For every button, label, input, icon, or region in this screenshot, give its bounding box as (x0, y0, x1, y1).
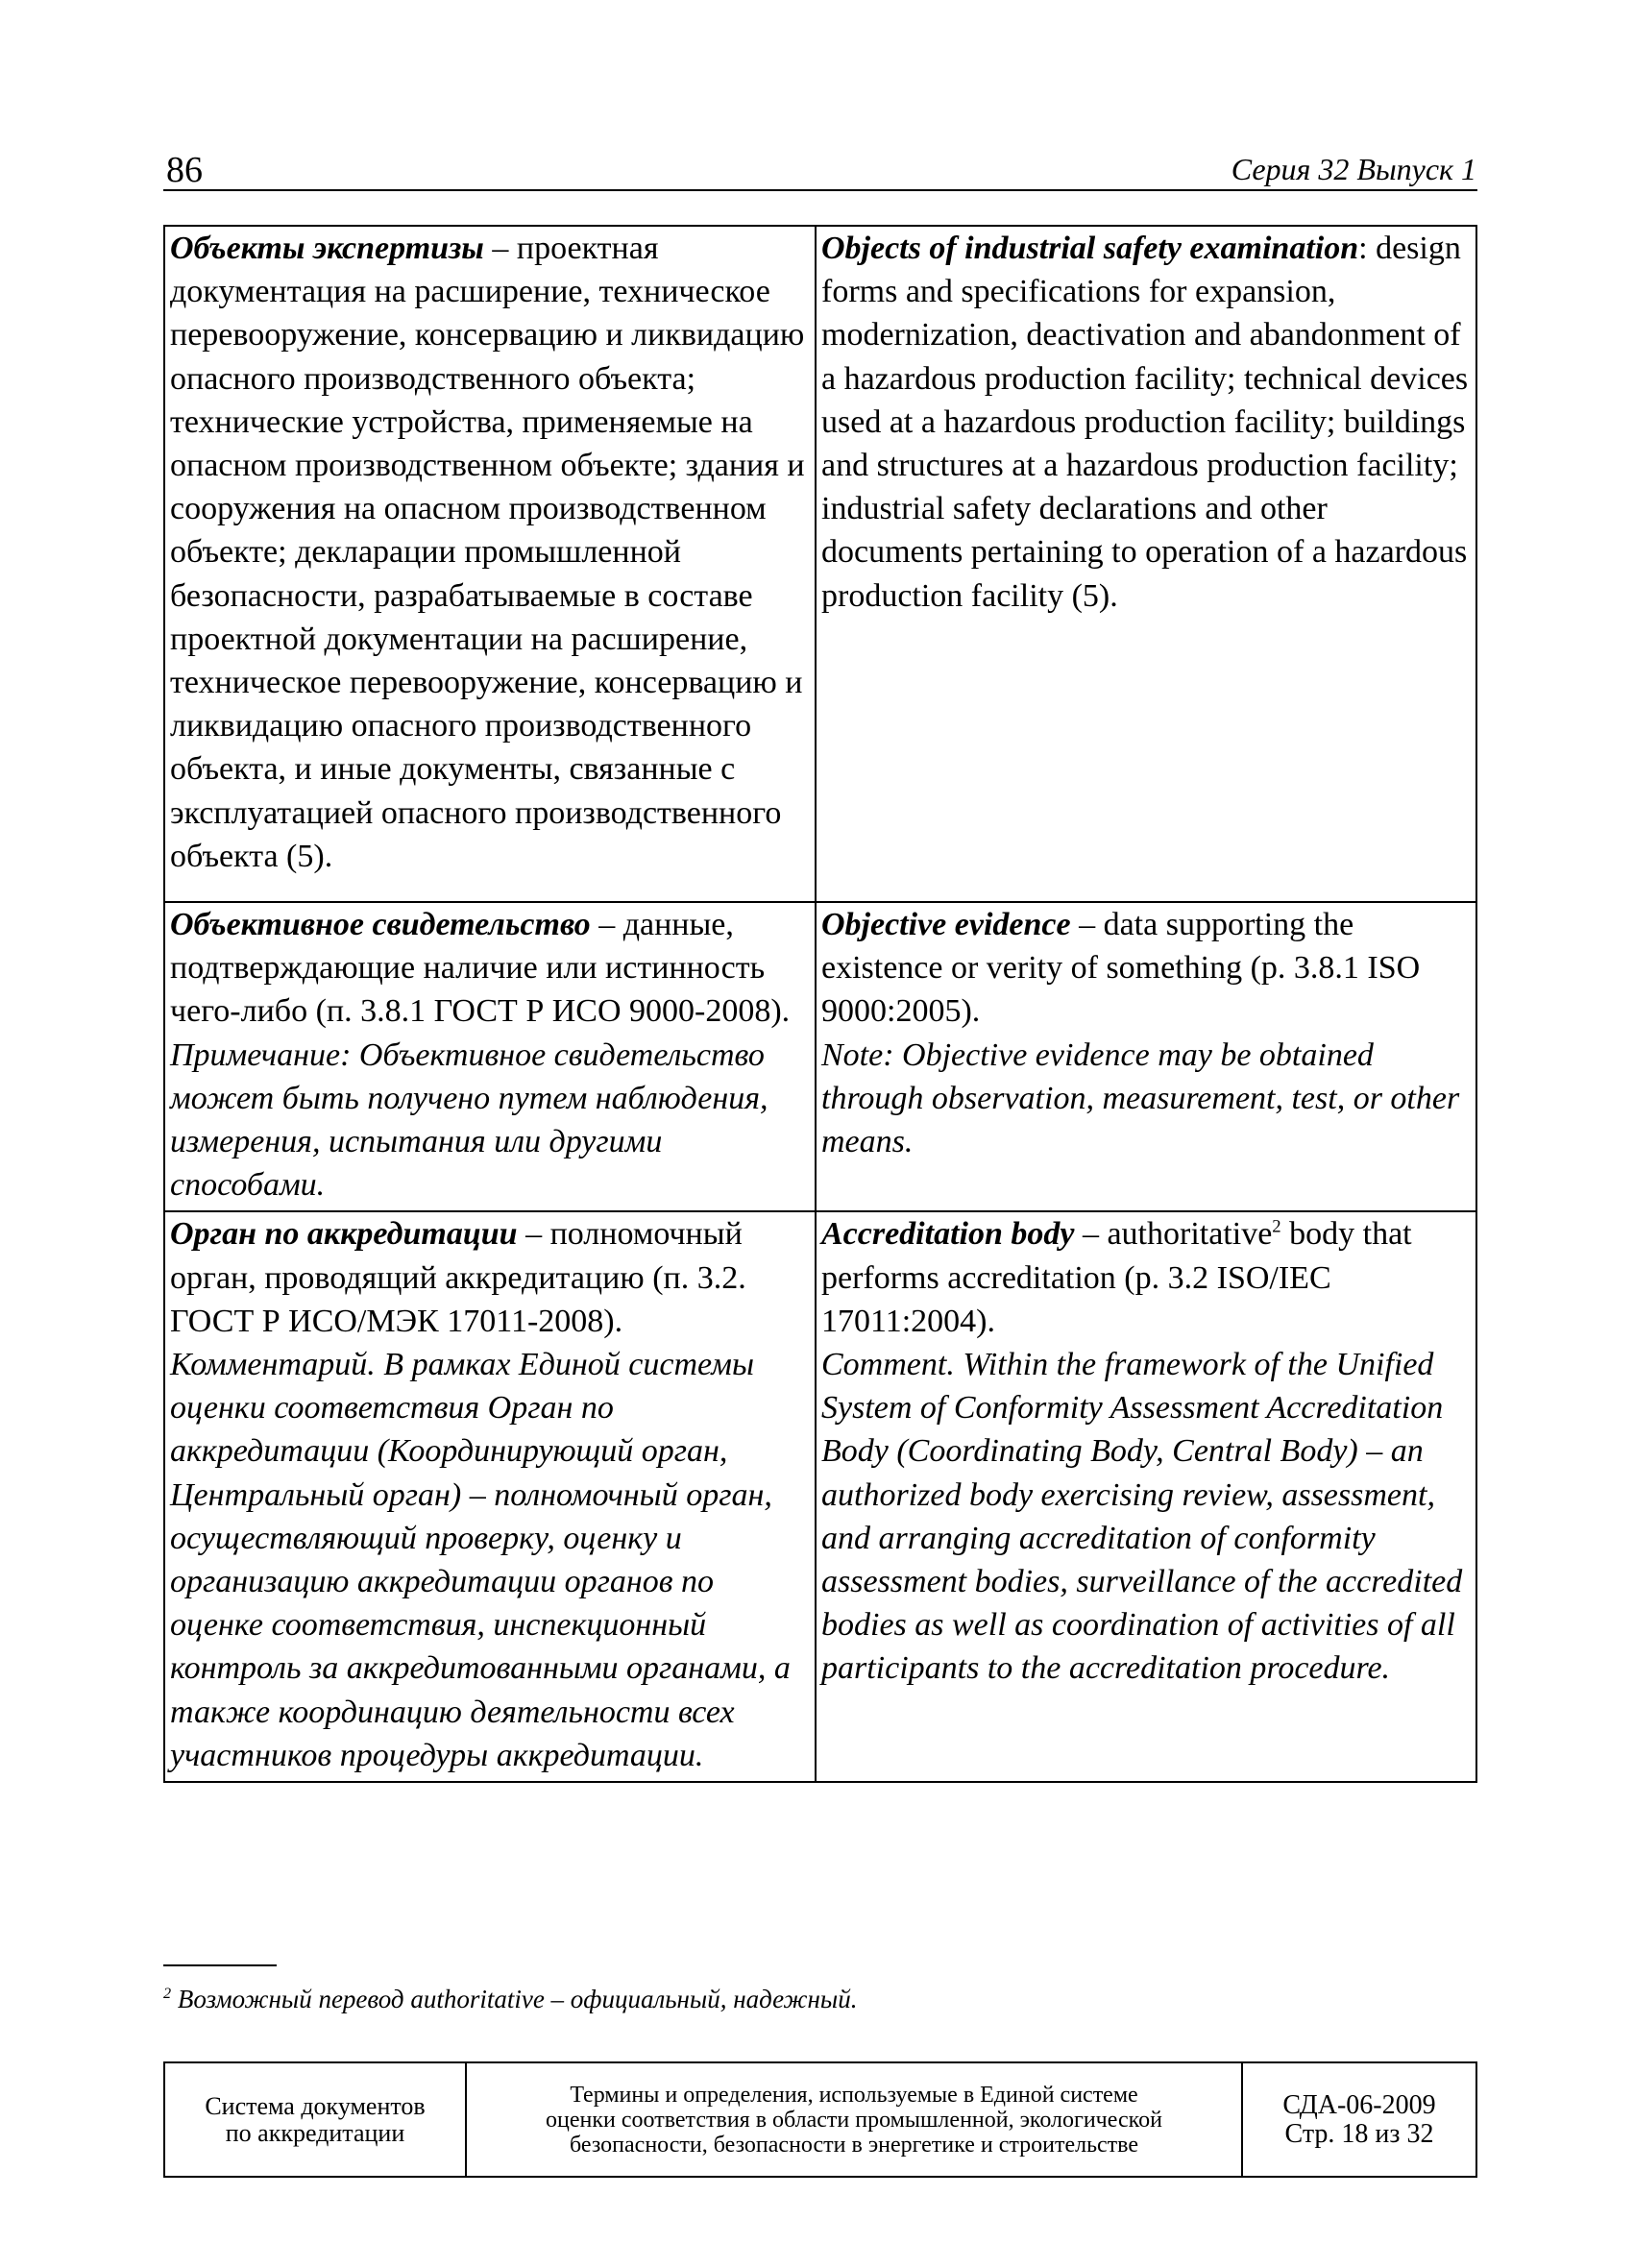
footer-title-line: оценки соответствия в области промышленной, экологической (546, 2107, 1162, 2133)
definition-en: : design forms and specifications for expansion, modernization, deactivation and abandonment of a hazardous production facility; technical devices used at a hazardous production facility; buildings and structures at a hazardous production facility; industrial safety declarations and other documents pertaining to operation of a hazardous production facility (5). (821, 231, 1469, 614)
footer-system-line: Система документов (205, 2091, 426, 2120)
definition-ru: – данные, подтверждающие наличие или истинность чего-либо (п. 3.8.1 ГОСТ Р ИСО 9000-2008). (170, 907, 791, 1030)
definition-en: – authoritative (1074, 1216, 1273, 1253)
term-en: Objects of industrial safety examination (821, 231, 1359, 266)
term-ru-cell (164, 902, 816, 1211)
footer-title-line: Термины и определения, используемые в Единой системе (570, 2082, 1138, 2108)
term-en: Accreditation body (821, 1216, 1075, 1253)
footer-title-line: безопасности, безопасности в энергетике и строительстве (569, 2132, 1139, 2158)
term-row (164, 902, 1476, 1211)
page-footer (163, 2061, 1477, 2178)
footer-system (164, 2062, 466, 2177)
term-ru: Орган по аккредитации (170, 1216, 518, 1253)
term-ru: Объекты экспертизы (170, 231, 484, 266)
footnote-text: Возможный перевод authoritative – официальный, надежный. (171, 1985, 858, 2013)
footer-doc-code (1242, 2062, 1476, 2177)
term-row (164, 226, 1476, 902)
header-rule (163, 189, 1477, 191)
footnote-ref: 2 (1272, 1217, 1281, 1238)
note-en: Note: Objective evidence may be obtained through observation, measurement, test, or other means. (821, 1036, 1460, 1160)
term-en: Objective evidence (821, 907, 1071, 942)
note-ru: Комментарий. В рамках Единой системы оценки соответствия Орган по аккредитации (Координирующий орган, Центральный орган) – полномочный орган, осуществляющий проверку, оценку и организацию аккредитации органов по оценке соответствия, инспекционный контроль за аккредитованными органами, а также координацию деятельности всех участников процедуры аккредитации. (170, 1347, 791, 1773)
page-number: 86 (166, 150, 203, 190)
footer-doc-id: СДА-06-2009 (1282, 2089, 1436, 2120)
term-en-cell (816, 902, 1476, 1211)
footnote-rule (163, 1964, 277, 1966)
term-ru: Объективное свидетельство (170, 907, 591, 942)
note-en: Comment. Within the framework of the Unified System of Conformity Assessment Accreditation Body (Coordinating Body, Central Body) – an authorized body exercising review, assessment, and arranging accreditation of conformity assessment bodies, surveillance of the accredited bodies as well as coordination of activities of all participants to the accreditation procedure. (821, 1347, 1463, 1687)
footer-document-title (466, 2062, 1242, 2177)
definition-ru: – полномочный орган, проводящий аккредитацию (п. 3.2. ГОСТ Р ИСО/МЭК 17011-2008). (170, 1216, 746, 1339)
definition-en: – data supporting the existence or verity of something (p. 3.8.1 ISO 9000:2005). (821, 907, 1421, 1030)
footer-system-line: по аккредитации (225, 2118, 405, 2147)
footer-page-count: Стр. 18 из 32 (1284, 2118, 1434, 2149)
term-en-cell (816, 226, 1476, 902)
definition-ru: – проектная документация на расширение, техническое перевооружение, консервацию и ликвидацию опасного производственного объекта; технические устройства, применяемые на опасном производственном объекте; здания и сооружения на опасном производственном объекте; декларации промышленной безопасности, разрабатываемые в составе проектной документации на расширение, техническое перевооружение, консервацию и ликвидацию опасного производственного объекта, и иные документы, связанные с эксплуатацией опасного производственного объекта (5). (170, 231, 805, 874)
footnote-mark: 2 (163, 1985, 172, 2002)
series-title: Серия 32 Выпуск 1 (1231, 152, 1476, 186)
footnote (163, 1985, 857, 2014)
term-en-cell (816, 1211, 1476, 1782)
term-ru-cell (164, 226, 816, 902)
term-ru-cell (164, 1211, 816, 1782)
terms-table (163, 225, 1477, 1783)
definition-en-continued: body that performs accreditation (p. 3.2 ISO/IEC 17011:2004). (821, 1216, 1412, 1339)
term-row (164, 1211, 1476, 1782)
note-ru: Примечание: Объективное свидетельство может быть получено путем наблюдения, измерения, испытания или другими способами. (170, 1036, 768, 1204)
